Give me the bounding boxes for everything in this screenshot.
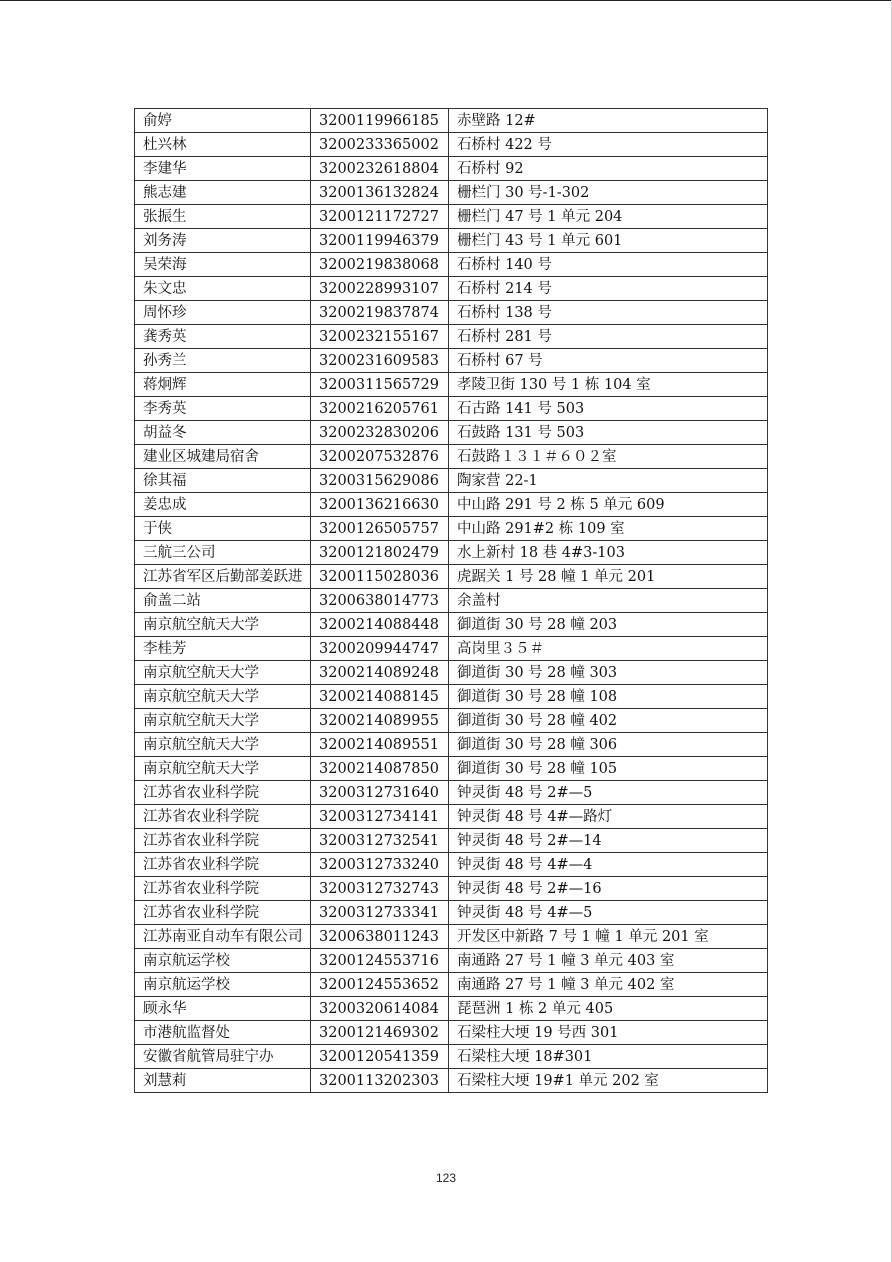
address-cell: 孝陵卫街 130 号 1 栋 104 室 — [449, 373, 768, 397]
address-cell: 余盖村 — [449, 589, 768, 613]
table-row — [135, 181, 768, 205]
table-row — [135, 757, 768, 781]
name-cell: 三航三公司 — [135, 541, 311, 565]
account-cell: 3200121172727 — [311, 205, 449, 229]
name-cell: 胡益冬 — [135, 421, 311, 445]
name-cell: 孙秀兰 — [135, 349, 311, 373]
table-row — [135, 661, 768, 685]
address-cell: 石桥村 92 — [449, 157, 768, 181]
table-row — [135, 493, 768, 517]
account-cell: 3200638011243 — [311, 925, 449, 949]
name-cell: 建业区城建局宿舍 — [135, 445, 311, 469]
table-row — [135, 613, 768, 637]
name-cell: 俞婷 — [135, 109, 311, 133]
table-row — [135, 781, 768, 805]
name-cell: 李桂芳 — [135, 637, 311, 661]
address-cell: 中山路 291 号 2 栋 5 单元 609 — [449, 493, 768, 517]
table-row — [135, 157, 768, 181]
address-cell: 钟灵街 48 号 2#—14 — [449, 829, 768, 853]
account-cell: 3200232830206 — [311, 421, 449, 445]
account-cell: 3200312733240 — [311, 853, 449, 877]
table-row — [135, 301, 768, 325]
account-cell: 3200207532876 — [311, 445, 449, 469]
address-cell: 石梁柱大埂 18#301 — [449, 1045, 768, 1069]
name-cell: 朱文忠 — [135, 277, 311, 301]
name-cell: 刘慧莉 — [135, 1069, 311, 1093]
table-row — [135, 349, 768, 373]
address-cell: 石古路 141 号 503 — [449, 397, 768, 421]
table-row — [135, 229, 768, 253]
account-cell: 3200126505757 — [311, 517, 449, 541]
table-row — [135, 373, 768, 397]
account-cell: 3200228993107 — [311, 277, 449, 301]
table-row — [135, 565, 768, 589]
address-cell: 石桥村 138 号 — [449, 301, 768, 325]
table-row — [135, 397, 768, 421]
records-table — [134, 108, 768, 1093]
address-cell: 石鼓路 131 号 503 — [449, 421, 768, 445]
account-cell: 3200119946379 — [311, 229, 449, 253]
account-cell: 3200312732541 — [311, 829, 449, 853]
table-row — [135, 925, 768, 949]
table-row — [135, 109, 768, 133]
table-row — [135, 709, 768, 733]
account-cell: 3200214089551 — [311, 733, 449, 757]
address-cell: 栅栏门 43 号 1 单元 601 — [449, 229, 768, 253]
name-cell: 江苏省农业科学院 — [135, 853, 311, 877]
name-cell: 刘务涛 — [135, 229, 311, 253]
name-cell: 于侠 — [135, 517, 311, 541]
name-cell: 南京航运学校 — [135, 973, 311, 997]
address-cell: 石桥村 67 号 — [449, 349, 768, 373]
account-cell: 3200214088145 — [311, 685, 449, 709]
account-cell: 3200216205761 — [311, 397, 449, 421]
address-cell: 栅栏门 30 号-1-302 — [449, 181, 768, 205]
table-row — [135, 205, 768, 229]
address-cell: 陶家营 22-1 — [449, 469, 768, 493]
address-cell: 钟灵街 48 号 4#—路灯 — [449, 805, 768, 829]
address-cell: 虎踞关 1 号 28 幢 1 单元 201 — [449, 565, 768, 589]
table-row — [135, 517, 768, 541]
address-cell: 赤壁路 12# — [449, 109, 768, 133]
name-cell: 江苏省农业科学院 — [135, 829, 311, 853]
address-cell: 钟灵街 48 号 2#—16 — [449, 877, 768, 901]
account-cell: 3200312734141 — [311, 805, 449, 829]
table-row — [135, 973, 768, 997]
table-row — [135, 1045, 768, 1069]
account-cell: 3200320614084 — [311, 997, 449, 1021]
name-cell: 蒋炯辉 — [135, 373, 311, 397]
account-cell: 3200136216630 — [311, 493, 449, 517]
table-row — [135, 469, 768, 493]
account-cell: 3200231609583 — [311, 349, 449, 373]
page-number: 123 — [435, 1171, 457, 1185]
name-cell: 江苏省军区后勤部姜跃进 — [135, 565, 311, 589]
name-cell: 南京航空航天大学 — [135, 709, 311, 733]
table-row — [135, 733, 768, 757]
account-cell: 3200233365002 — [311, 133, 449, 157]
address-cell: 石桥村 422 号 — [449, 133, 768, 157]
name-cell: 杜兴林 — [135, 133, 311, 157]
table-row — [135, 253, 768, 277]
name-cell: 南京航空航天大学 — [135, 757, 311, 781]
address-cell: 御道街 30 号 28 幢 105 — [449, 757, 768, 781]
name-cell: 江苏省农业科学院 — [135, 901, 311, 925]
address-cell: 钟灵街 48 号 4#—4 — [449, 853, 768, 877]
address-cell: 钟灵街 48 号 4#—5 — [449, 901, 768, 925]
name-cell: 江苏南亚自动车有限公司 — [135, 925, 311, 949]
account-cell: 3200232155167 — [311, 325, 449, 349]
address-cell: 御道街 30 号 28 幢 303 — [449, 661, 768, 685]
address-cell: 钟灵街 48 号 2#—5 — [449, 781, 768, 805]
name-cell: 徐其福 — [135, 469, 311, 493]
table-row — [135, 997, 768, 1021]
table-row — [135, 1021, 768, 1045]
address-cell: 御道街 30 号 28 幢 203 — [449, 613, 768, 637]
name-cell: 南京航空航天大学 — [135, 733, 311, 757]
table-row — [135, 445, 768, 469]
account-cell: 3200214087850 — [311, 757, 449, 781]
address-cell: 石桥村 214 号 — [449, 277, 768, 301]
account-cell: 3200219838068 — [311, 253, 449, 277]
account-cell: 3200312733341 — [311, 901, 449, 925]
address-cell: 石鼓路１３１＃６０２室 — [449, 445, 768, 469]
account-cell: 3200315629086 — [311, 469, 449, 493]
table-row — [135, 877, 768, 901]
name-cell: 李秀英 — [135, 397, 311, 421]
table-row — [135, 685, 768, 709]
address-cell: 石梁柱大埂 19#1 单元 202 室 — [449, 1069, 768, 1093]
name-cell: 南京航空航天大学 — [135, 661, 311, 685]
records-table-body — [135, 109, 768, 1093]
account-cell: 3200124553716 — [311, 949, 449, 973]
table-row — [135, 805, 768, 829]
account-cell: 3200209944747 — [311, 637, 449, 661]
table-row — [135, 589, 768, 613]
account-cell: 3200121802479 — [311, 541, 449, 565]
name-cell: 龚秀英 — [135, 325, 311, 349]
account-cell: 3200120541359 — [311, 1045, 449, 1069]
account-cell: 3200119966185 — [311, 109, 449, 133]
name-cell: 南京航运学校 — [135, 949, 311, 973]
account-cell: 3200638014773 — [311, 589, 449, 613]
name-cell: 江苏省农业科学院 — [135, 781, 311, 805]
account-cell: 3200312731640 — [311, 781, 449, 805]
address-cell: 石桥村 281 号 — [449, 325, 768, 349]
page-top-border — [0, 0, 892, 1]
table-row — [135, 541, 768, 565]
account-cell: 3200113202303 — [311, 1069, 449, 1093]
table-row — [135, 277, 768, 301]
address-cell: 御道街 30 号 28 幢 306 — [449, 733, 768, 757]
name-cell: 南京航空航天大学 — [135, 685, 311, 709]
table-row — [135, 829, 768, 853]
address-cell: 开发区中新路 7 号 1 幢 1 单元 201 室 — [449, 925, 768, 949]
address-cell: 御道街 30 号 28 幢 108 — [449, 685, 768, 709]
address-cell: 水上新村 18 巷 4#3-103 — [449, 541, 768, 565]
account-cell: 3200311565729 — [311, 373, 449, 397]
name-cell: 姜忠成 — [135, 493, 311, 517]
account-cell: 3200121469302 — [311, 1021, 449, 1045]
table-row — [135, 637, 768, 661]
account-cell: 3200232618804 — [311, 157, 449, 181]
table-row — [135, 421, 768, 445]
account-cell: 3200115028036 — [311, 565, 449, 589]
table-row — [135, 133, 768, 157]
address-cell: 御道街 30 号 28 幢 402 — [449, 709, 768, 733]
account-cell: 3200124553652 — [311, 973, 449, 997]
table-row — [135, 853, 768, 877]
address-cell: 中山路 291#2 栋 109 室 — [449, 517, 768, 541]
address-cell: 南通路 27 号 1 幢 3 单元 403 室 — [449, 949, 768, 973]
name-cell: 李建华 — [135, 157, 311, 181]
table-row — [135, 325, 768, 349]
address-cell: 石梁柱大埂 19 号西 301 — [449, 1021, 768, 1045]
table-row — [135, 949, 768, 973]
account-cell: 3200214088448 — [311, 613, 449, 637]
address-cell: 石桥村 140 号 — [449, 253, 768, 277]
name-cell: 市港航监督处 — [135, 1021, 311, 1045]
account-cell: 3200312732743 — [311, 877, 449, 901]
name-cell: 安徽省航管局驻宁办 — [135, 1045, 311, 1069]
name-cell: 俞盖二站 — [135, 589, 311, 613]
account-cell: 3200214089248 — [311, 661, 449, 685]
account-cell: 3200219837874 — [311, 301, 449, 325]
name-cell: 江苏省农业科学院 — [135, 805, 311, 829]
name-cell: 熊志建 — [135, 181, 311, 205]
name-cell: 周怀珍 — [135, 301, 311, 325]
name-cell: 张振生 — [135, 205, 311, 229]
account-cell: 3200136132824 — [311, 181, 449, 205]
name-cell: 南京航空航天大学 — [135, 613, 311, 637]
address-cell: 高岗里３５＃ — [449, 637, 768, 661]
name-cell: 江苏省农业科学院 — [135, 877, 311, 901]
address-cell: 栅栏门 47 号 1 单元 204 — [449, 205, 768, 229]
table-row — [135, 1069, 768, 1093]
account-cell: 3200214089955 — [311, 709, 449, 733]
name-cell: 顾永华 — [135, 997, 311, 1021]
name-cell: 吴荣海 — [135, 253, 311, 277]
table-row — [135, 901, 768, 925]
address-cell: 南通路 27 号 1 幢 3 单元 402 室 — [449, 973, 768, 997]
address-cell: 琵琶洲 1 栋 2 单元 405 — [449, 997, 768, 1021]
